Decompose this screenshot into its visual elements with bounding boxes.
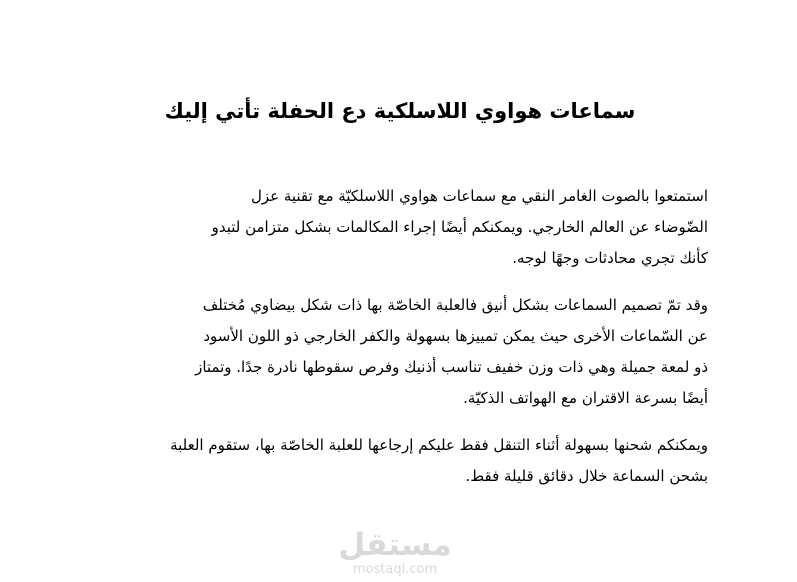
watermark-arabic: مستقل (338, 527, 452, 563)
page-title: سماعات هواوي اللاسلكية دع الحفلة تأتي إليك (164, 99, 636, 123)
article-body (116, 181, 708, 508)
paragraph-line: ويمكنكم شحنها بسهولة أثناء التنقل فقط عليكم إرجاعها للعلبة الخاصّة بها، ستقوم العلبة (170, 436, 708, 454)
paragraph-1 (116, 181, 708, 274)
watermark-logo (336, 528, 454, 582)
paragraph-3 (116, 430, 708, 492)
paragraph-2 (116, 290, 708, 414)
paragraph-line: ذو لمعة جميلة وهي ذات وزن خفيف تناسب أذنيك وفرص سقوطها نادرة جدًا. وتمتاز (195, 358, 708, 376)
paragraph-line: وقد تمّ تصميم السماعات بشكل أنيق فالعلبة الخاصّة بها ذات شكل بيضاوي مُختلف (202, 296, 708, 314)
paragraph-line: أيضًا بسرعة الاقتران مع الهواتف الذكيّة. (463, 389, 708, 407)
paragraph-line: الضّوضاء عن العالم الخارجي. ويمكنكم أيضًا إجراء المكالمات بشكل متزامن لتبدو (211, 218, 708, 236)
paragraph-line: بشحن السماعة خلال دقائق قليلة فقط. (465, 467, 708, 485)
paragraph-line: عن السّماعات الأخرى حيث يمكن تمييزها بسهولة والكفر الخارجي ذو اللون الأسود (203, 327, 708, 345)
paragraph-line: كأنك تجري محادثات وجهًا لوجه. (512, 249, 708, 267)
watermark-latin: mostaql.com (352, 562, 438, 577)
paragraph-line: استمتعوا بالصوت الغامر النقي مع سماعات هواوي اللاسلكيّة مع تقنية عزل (250, 187, 708, 205)
